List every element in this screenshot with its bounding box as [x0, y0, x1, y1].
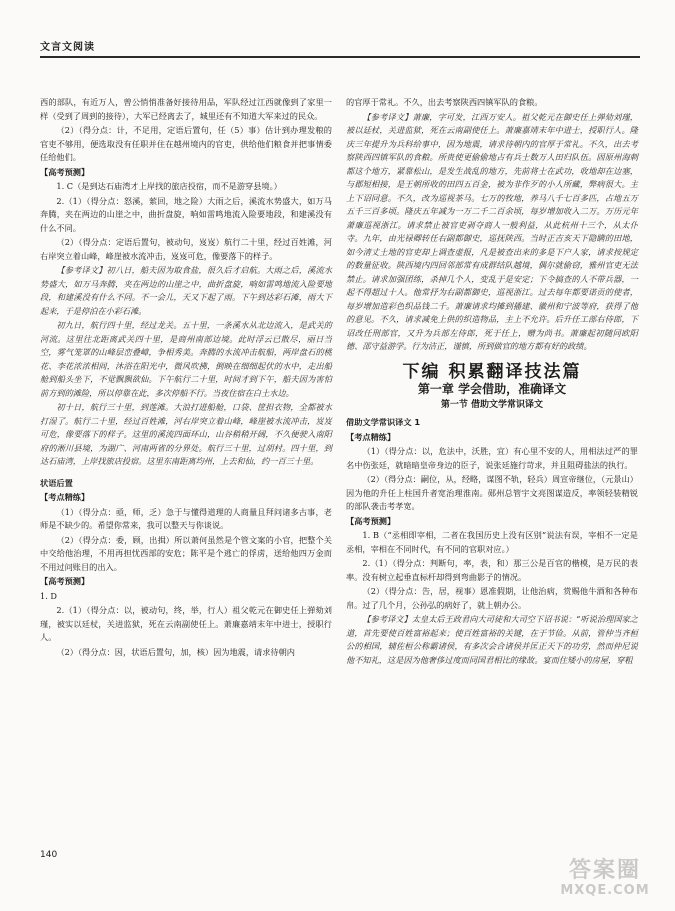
- paragraph: （1）（得分点：以，危法中，沃胜，宜）有心里不安的人，用相法过严的罪名中伤张廷，就暗暗皇帝身边的臣子，说张廷施行苛求，并且阻碍盐法的执行。: [346, 446, 638, 470]
- paragraph: 【参考译文】萧廉，字可发，江西万安人。祖父乾元在御史任上弹劾刘瑾，被以廷杖，关进监狱，死在云南副使任上。萧廉嘉靖末年中进士，授职行人。隆庆三年提升为兵科给事中，因为地震，请求待朝内的官厚于常礼。不久，出去考察陕西四镇军队的食粮。所贵使更偷偷地占有兵士数万人田归队伍。固原州海刺都这个地方，紧靠松山，是发生战乱的地方，先前将士在武功，收地却在边塞，与郡短相接，是王朝所收的田四五百金，被为非作歹的小人所藏，弊病很大。主上下诏同意。不久，改为巡视茶马。七万的牧地，养马八千七百多匹，占地五万五千三百多顷。隆庆五年减为一万二千二百余顷，每岁增加收入二万。万历元年萧廉巡视浙江。请求禁止被官吏剥夺商人一般利益，从此杭州十三个，从太仆寺。九年，由光禄卿转任右副都御史，巡抚陕西。当时正吉亥天下隐瞒的田地，如今清丈土地的官吏却上调查虚报，凡是被查出来的多是下户人家，请求按规定的数量征收。陕西境内四回邻部常有成群结队越境，偶尔就偷窃，雅州官吏无法禁止。请求加强团练，杀掉几个人，变乱于是安定；下令搞查的人不带兵器，一起不得超过十人。他常抒为右副都御史，巡视浙江。过去每年都要诺贡的使者，每岁增加造彩色织品钱二千。萧廉请求均摊到播建、徽州和宁波等府，获得了他的意见。不久，请求减免上供的织造物品，主上不允许。后升任工部右侍郎，下诏改任刑部官，又升为兵部左侍郎，死于任上，赠为尚书。萧廉起初随同欧阳德、邵守益游学。行为洁正，谨慎，所到做官的地方都有好的政绩。: [346, 111, 638, 351]
- header-title: 文言文阅读: [40, 42, 95, 53]
- paragraph: （2）（得分点：委，顾，出揖）所以萧何虽然是个管文案的小官，把整个关中交给他治理，不用再担忧西部的安危；陈平是个逃亡的俘虏，送给他四万金而不用过问账目的出入。: [40, 534, 332, 572]
- paragraph: 西的部队，有近万人，曾公悄悄准备好接待用品，军队经过江西就像到了家里一样（受到了周到的接待），大军已经离去了，城里还有不知道大军来过的民众。: [40, 97, 332, 121]
- right-column-top: [346, 96, 638, 354]
- paragraph: 【高考预测】: [346, 515, 396, 526]
- paragraph: （2）（得分点：计，不足用，定语后置句，任（5）事）估计到办理发粮的官吏不够用，便选取没有任职并住在越州境内的官吏，供给他们粮食并把事情委任给他们。: [40, 125, 332, 162]
- paragraph: 状语后置: [40, 477, 73, 488]
- page-number: 140: [40, 850, 58, 860]
- paragraph: （2）（得分点：因，状语后置句，加，核）因为地震，请求待朝内: [56, 646, 295, 657]
- watermark-logo: [545, 859, 665, 905]
- section-title: 第一节 借助文学常识译文: [440, 399, 544, 410]
- paragraph: （2）（得分点：嗣位，从，经略，谋图不轨，轻兵）周宣帝继位，（元景山）因为他的升任上柱国升者宽治理淮南。郧州总管宇文亮图谋造反，率领轻装精锐的部队袭击考孝宽。: [346, 474, 638, 511]
- paragraph: （2）（得分点：告，居，视事）恩准假期，让他治病，赏赐他牛酒和各种布帛。过了几个月，公孙弘的病好了，就上朝办公。: [346, 586, 638, 610]
- left-column: [40, 96, 332, 660]
- paragraph: 1. B（“丞相即宰相，二者在我国历史上没有区别”说法有误，宰相不一定是丞相，宰相在不同时代，有不同的官职对应。）: [346, 530, 638, 554]
- paragraph: 1. C（是到达石庙湾才上岸找的旅店投宿，而不是游穿县境。）: [56, 181, 282, 191]
- watermark-line1: 答案圈: [568, 858, 641, 883]
- paragraph: 借助文学常识译文 1: [346, 417, 421, 427]
- paragraph: （2）（得分点：定语后置句，被动句，岌岌）航行二十里，经过百姓滩，河右岸突立着山峰，峰崖被水流冲击，岌岌可危，像要落下的样子。: [40, 237, 332, 261]
- paragraph: 初九日，航行四十里，经过龙关。五十里，一条溪水从北边流入，是武关的河流。这里往北距离武关四十里，是商州南部边境。此时浮云已散尽，丽日当空，雾气笼罩的山峰层峦叠嶂，争相秀美。奔腾的水流冲击航船，两岸盘石的桃花、李花浓浓相间，沐浴在阳光中，微风吹拂，倒映在细细起伏的水中，走出船舱到船头坐下，不觉飘飘欲仙。下午航行二十里，时间才到下午，船夫因为害怕前方到的滩险，所以停靠在此，多次停船不行。当夜住宿在白土水边。: [40, 320, 332, 398]
- paragraph: 2.（1）（得分点：判断句，率，表，和）那三公是百官的楷模，是万民的表率。没有树立起垂直标杆却得到弯曲影子的情况。: [346, 558, 638, 582]
- paragraph: （1）（得分点：亟，师，乏）急于与懂得道理的人商量且拜问诸多古事，老师是不缺少的。希望你常来，我可以整天与你谈说。: [40, 506, 332, 530]
- paragraph: 【考点精练】: [346, 431, 396, 442]
- page-header: [40, 38, 640, 58]
- paragraph: 2.（1）（得分点：以，被动句，终，举，行人）祖父乾元在御史任上弹劾刘瑾，被实以廷杖，关进监狱，死在云南副使任上。萧廉嘉靖末年中进士，授职行人。: [40, 605, 332, 642]
- paragraph: 【参考译文】初八日，船夫因为取食盐，很久后才启航。大雨之后，溪流水势盛大，如万马奔腾，夹在两边的山崖之中，曲折盘旋，响如雷鸣地流入险要地段，和建溪没有什么不同。不一会儿，天又下起了雨。下午到达彩石滩，雨大下起来，于是停泊在小彩石滩。: [40, 265, 332, 316]
- paragraph: 的官厚于常礼。不久，出去考察陕西四镇军队的食粮。: [346, 97, 543, 107]
- right-column: [346, 96, 638, 668]
- watermark-line2: MXQE.COM: [560, 883, 650, 898]
- paragraph: 【参考译文】太皇太后王政君向大司徒和大司空下诏书说：“听说治理国家之道，首先要使百姓富裕起来；使百姓富裕的关键，在于节俭。从前，管仲当齐桓公的相国，辅佐桓公称霸诸侯，有多次会合诸侯并匡正天下的功劳，然而仲尼说他不知礼，这是因为他奢侈过度而同国君相比的缘故。宴而住矮小的房屋，穿粗: [346, 614, 638, 665]
- paragraph: 2.（1）（得分点：怒溪，萦回，地之险）大雨之后，溪流水势盛大，如万马奔腾，夹在两边的山崖之中，曲折盘旋，响如雷鸣地流入险要地段，和建溪没有什么不同。: [40, 195, 332, 233]
- right-column-bottom: [346, 416, 638, 667]
- header-rule: [40, 56, 640, 58]
- paragraph: 初十日，航行三十里，到莲滩。大浪打进船舱，口袋、筐担衣物，全都被水打湿了。航行二十里，经过百姓滩，河右岸突立着山峰，峰崖被水流冲击，岌岌可危，像要落下的样子。这里的溪流四面环山，山谷稍稍开阔，不久便驶入南阳府的淅川县境，为湖广、河南两省的分界处。航行三十里，过胡村。四十里，到达石庙湾，上岸找旅店投宿。这里东南距离均州，上去和仙，约一百三十里。: [40, 402, 332, 466]
- chapter-title: 第一章 学会借助，准确译文: [417, 382, 567, 396]
- paragraph: 【高考预测】: [40, 576, 90, 586]
- paragraph: 【高考预测】: [40, 166, 90, 177]
- paragraph: 1. D: [40, 590, 57, 601]
- paragraph: 【考点精练】: [40, 492, 90, 502]
- part-title: 下编 积累翻译技法篇: [402, 361, 582, 382]
